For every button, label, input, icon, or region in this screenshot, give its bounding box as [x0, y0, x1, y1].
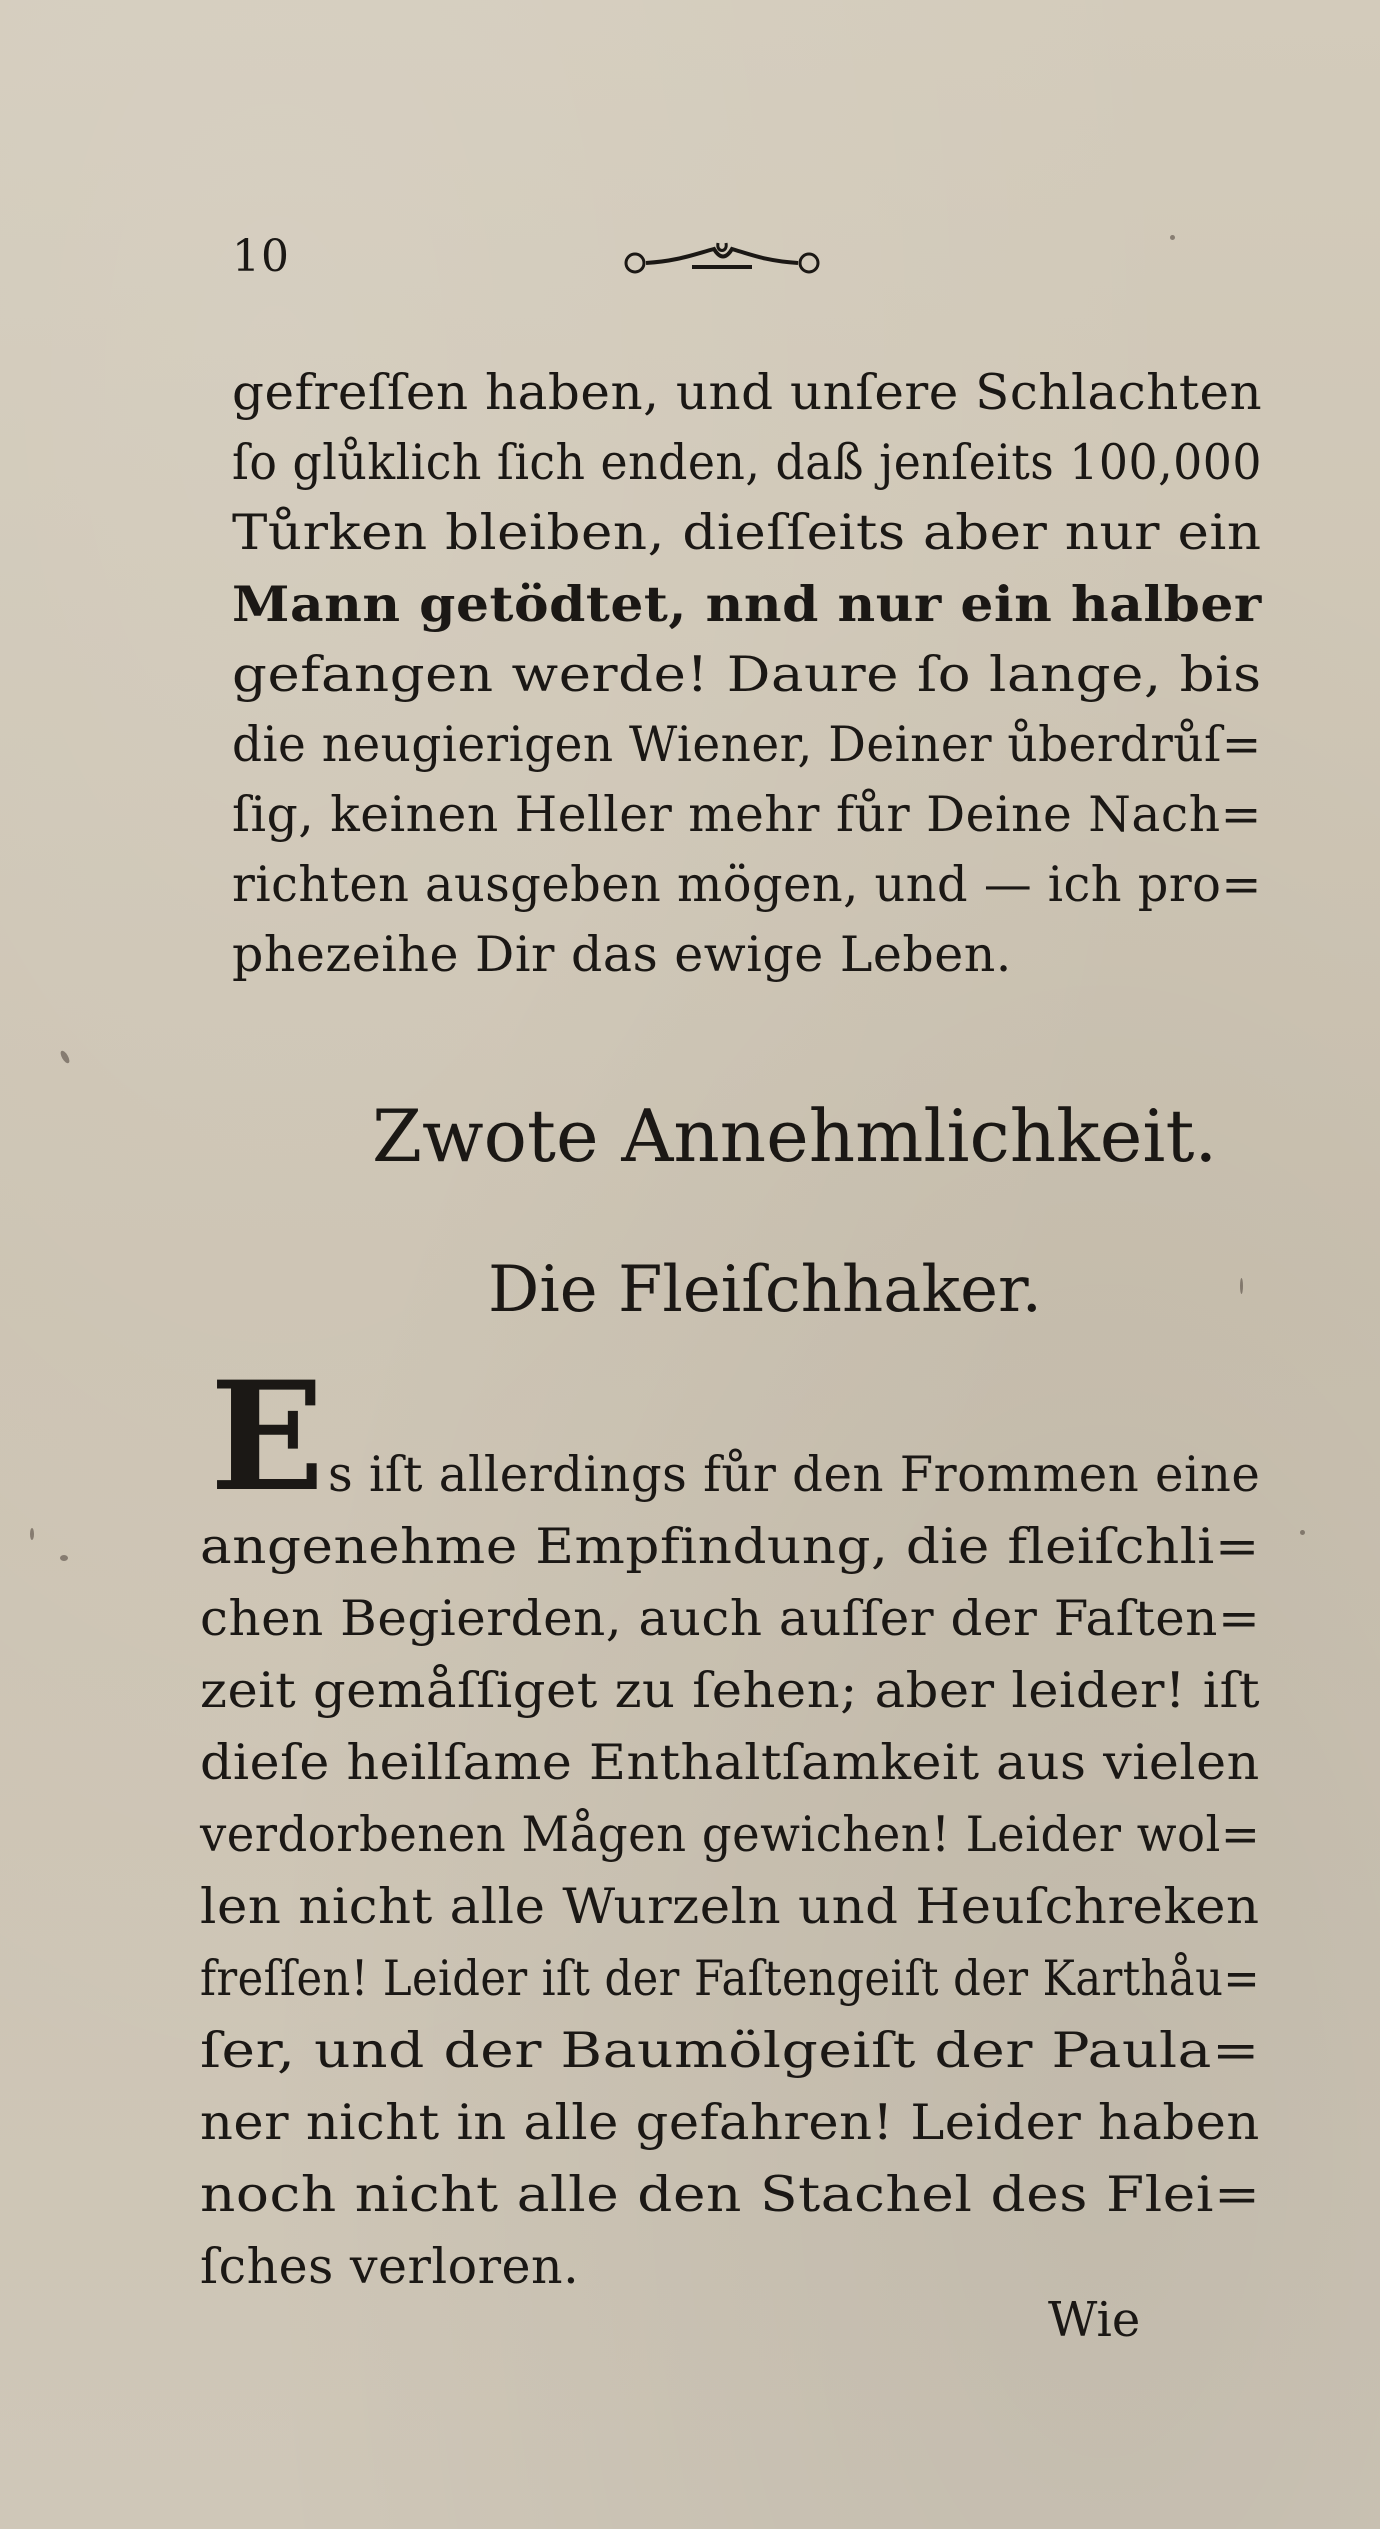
drop-cap: E — [210, 1349, 325, 1525]
text-line: ner nicht in alle gefahren! Leider haben — [200, 2094, 1260, 2151]
text-line: Tůrken bleiben, dieſſeits aber nur ein — [232, 504, 1262, 561]
paper-speck — [1240, 1278, 1243, 1294]
section-subheading: Die Fleiſchhaker. — [488, 1253, 1042, 1327]
text-line: noch nicht alle den Stachel des Flei= — [200, 2166, 1261, 2223]
text-line: phezeihe Dir das ewige Leben. — [232, 926, 1012, 983]
catchword: Wie — [1048, 2292, 1141, 2348]
text-line: dieſe heilſame Enthaltſamkeit aus vielen — [200, 1734, 1260, 1791]
page-number: 10 — [232, 231, 290, 282]
text-line: ſig, keinen Heller mehr fůr Deine Nach= — [232, 786, 1262, 843]
text-line: ſo glůklich ſich enden, daß jenſeits 100,000 — [232, 434, 1262, 491]
text-line: gefangen werde! Daure ſo lange, bis — [232, 646, 1262, 703]
text-line: gefreſſen haben, und unſere Schlachten — [232, 364, 1263, 421]
text-line: ſer, und der Baumölgeiſt der Paula= — [200, 2022, 1260, 2079]
text-line: Mann getödtet, nnd nur ein halber — [232, 575, 1262, 633]
paragraph-continued — [232, 364, 1263, 988]
section-heading: Zwote Annehmlichkeit. — [372, 1094, 1218, 1178]
text-line: richten ausgeben mögen, und — ich pro= — [232, 856, 1262, 913]
text-line: freſſen! Leider iſt der Faſtengeiſt der Karthåu= — [200, 1950, 1261, 2007]
text-line: s iſt allerdings fůr den Frommen eine — [328, 1446, 1261, 1503]
paper-speck — [59, 1049, 71, 1064]
text-line: ſches verloren. — [200, 2238, 580, 2295]
text-line: zeit gemåſſiget zu ſehen; aber leider! iſt — [200, 1662, 1261, 1719]
paper-speck — [60, 1555, 68, 1561]
text-line: angenehme Empfindung, die fleiſchli= — [200, 1518, 1260, 1575]
section-body — [200, 1349, 1261, 2295]
text-line: verdorbenen Mågen gewichen! Leider wol= — [200, 1806, 1261, 1863]
paper-speck — [1300, 1530, 1305, 1535]
text-line: chen Begierden, auch auſſer der Faſten= — [200, 1590, 1261, 1647]
text-line: die neugierigen Wiener, Deiner ůberdrůſ= — [232, 716, 1262, 773]
page-header — [232, 225, 1212, 295]
text-line: len nicht alle Wurzeln und Heuſchreken — [200, 1878, 1260, 1935]
ornament-icon — [622, 233, 822, 283]
paper-speck — [30, 1528, 34, 1540]
